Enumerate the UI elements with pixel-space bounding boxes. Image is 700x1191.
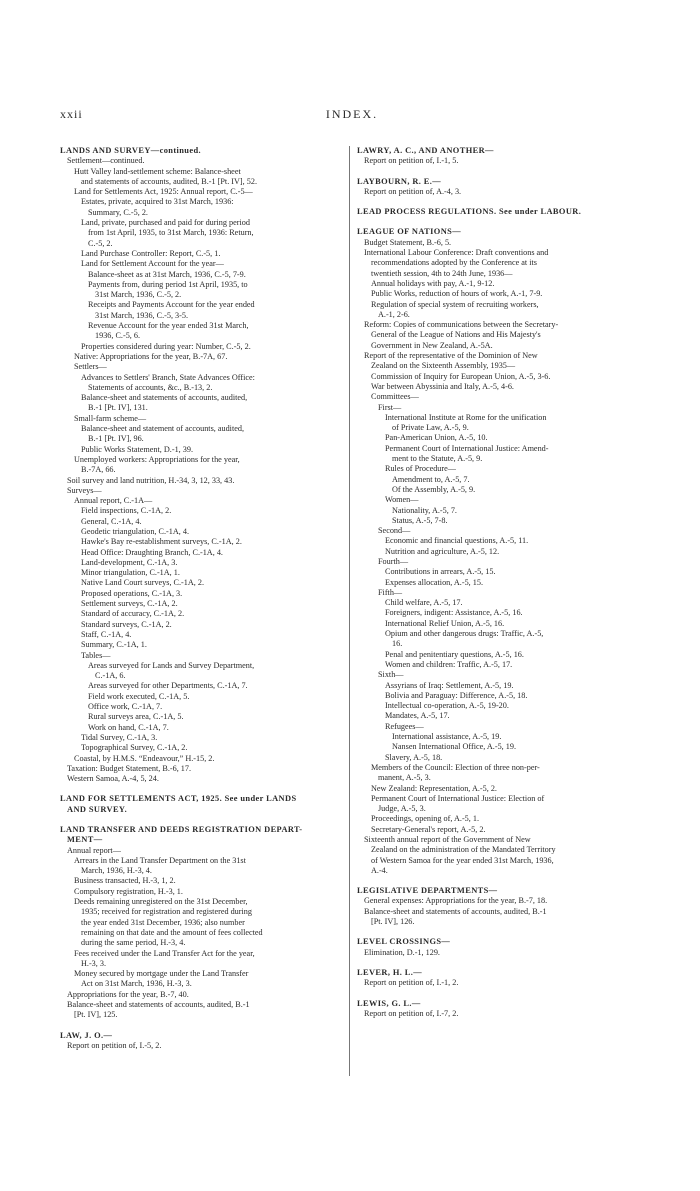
index-entry: Office work, C.-1A, 7.: [88, 702, 163, 712]
index-entry: Elimination, D.-1, 129.: [364, 947, 440, 957]
index-entry: Settlement surveys, C.-1A, 2.: [81, 599, 178, 609]
index-entry: Committees—: [371, 392, 419, 402]
index-entry: during the same period, H.-3, 4.: [81, 938, 186, 948]
index-entry: Taxation: Budget Statement, B.-6, 17.: [67, 763, 192, 773]
index-entry: Reform: Copies of communications between the Secretary-: [364, 320, 559, 330]
index-entry: Work on hand, C.-1A, 7.: [88, 722, 169, 732]
index-entry: Settlement—continued.: [67, 156, 145, 166]
index-entry: Staff, C.-1A, 4.: [81, 629, 132, 639]
index-entry: Rules of Procedure—: [385, 464, 456, 474]
index-entry: Report on petition of, I.-1, 5.: [364, 156, 459, 166]
index-entry: Land for Settlement Account for the year—: [81, 259, 224, 269]
index-entry: Sixth—: [378, 670, 404, 680]
index-entry: Bolivia and Paraguay: Difference, A.-5, 18.: [385, 690, 528, 700]
index-entry: Regulation of special system of recruiting workers,: [371, 299, 539, 309]
index-entry: Zealand on the administration of the Mandated Territory: [371, 845, 556, 855]
index-entry: of Private Law, A.-5, 9.: [392, 423, 469, 433]
index-entry: Estates, private, acquired to 31st March, 1936:: [81, 197, 234, 207]
index-entry: Sixteenth annual report of the Government of New: [364, 835, 531, 844]
index-entry: Areas surveyed for Lands and Survey Department,: [88, 660, 255, 670]
index-entry: Topographical Survey, C.-1A, 2.: [81, 743, 188, 753]
index-entry: Soil survey and land nutrition, H.-34, 3, 12, 33, 43.: [67, 475, 235, 485]
index-entry: March, 1936, H.-3, 4.: [81, 866, 152, 876]
index-entry: B.-1 [Pt. IV], 96.: [88, 434, 144, 444]
index-entry: Properties considered during year: Number, C.-5, 2.: [81, 341, 251, 351]
index-entry: Balance-sheet and statements of accounts, audited, B.-1: [364, 906, 547, 916]
index-entry: Balance-sheet and statements of accounts, audited, B.-1: [67, 1000, 250, 1010]
index-heading: LANDS AND SURVEY—continued.: [60, 146, 202, 155]
index-entry: Arrears in the Land Transfer Department on the 31st: [74, 855, 246, 865]
index-entry: ment to the Statute, A.-5, 9.: [392, 454, 483, 464]
index-entry: Women and children: Traffic, A.-5, 17.: [385, 659, 513, 669]
index-entry: and statements of accounts, audited, B.-1 [Pt. IV], 52.: [81, 176, 257, 186]
index-entry: Advances to Settlers' Branch, State Advances Office:: [81, 372, 255, 382]
index-entry: Government in New Zealand, A.-5A.: [371, 340, 493, 350]
index-entry: of Western Samoa for the year ended 31st March, 1936,: [371, 855, 554, 865]
index-entry: Proposed operations, C.-1A, 3.: [81, 588, 183, 598]
index-entry: Surveys—: [67, 485, 102, 495]
index-entry: the year ended 31st December, 1936; also number: [81, 917, 245, 927]
index-entry: Fees received under the Land Transfer Act for the year,: [74, 948, 255, 958]
index-entry: First—: [378, 402, 402, 412]
index-entry: Annual holidays with pay, A.-1, 9-12.: [371, 278, 495, 288]
index-entry: Tables—: [81, 650, 111, 660]
index-heading: LAW, J. O.—: [60, 1030, 113, 1040]
index-entry: Nationality, A.-5, 7.: [392, 505, 457, 515]
index-entry: General expenses: Appropriations for the year, B.-7, 18.: [364, 896, 548, 906]
index-entry: Small-farm scheme—: [74, 413, 147, 423]
index-entry: Hutt Valley land-settlement scheme: Balance-sheet: [74, 166, 241, 176]
index-entry: Members of the Council: Election of three non-per-: [371, 762, 540, 772]
index-entry: Act on 31st March, 1936, H.-3, 3.: [81, 979, 192, 989]
index-heading: MENT—: [67, 835, 103, 845]
page-number: xxii: [60, 107, 83, 121]
index-heading: LAND FOR SETTLEMENTS ACT, 1925. See under LANDS: [60, 794, 297, 804]
index-entry: War between Abyssinia and Italy, A.-5, 4-6.: [371, 381, 514, 391]
index-entry: Tidal Survey, C.-1A, 3.: [81, 732, 158, 742]
index-entry: Land, private, purchased and paid for during period: [81, 218, 250, 228]
index-entry: Expenses allocation, A.-5, 15.: [385, 577, 484, 587]
index-entry: Rural surveys area, C.-1A, 5.: [88, 712, 184, 722]
index-entry: Unemployed workers: Appropriations for the year,: [74, 454, 240, 464]
index-entry: Minor triangulation, C.-1A, 1.: [81, 568, 180, 578]
index-entry: Balance-sheet as at 31st March, 1936, C.-5, 7-9.: [88, 269, 246, 279]
index-entry: General of the League of Nations and His Majesty's: [371, 330, 541, 340]
index-entry: Receipts and Payments Account for the year ended: [88, 300, 255, 310]
index-entry: Deeds remaining unregistered on the 31st December,: [74, 897, 248, 907]
index-entry: Second—: [378, 526, 411, 536]
index-entry: Judge, A.-5, 3.: [378, 804, 426, 814]
index-entry: Business transacted, H.-3, 1, 2.: [74, 876, 176, 886]
index-entry: Balance-sheet and statements of accounts, audited,: [81, 393, 248, 403]
index-heading: AND SURVEY.: [67, 804, 128, 814]
index-entry: 1935; received for registration and registered during: [81, 907, 252, 917]
index-entry: Native: Appropriations for the year, B.-7A, 67.: [74, 351, 228, 361]
index-heading: LEVER, H. L.—: [357, 967, 422, 977]
index-entry: Fifth—: [378, 587, 403, 597]
index-entry: Report on petition of, I.-1, 2.: [364, 978, 459, 988]
index-entry: Status, A.-5, 7-8.: [392, 515, 448, 525]
index-entry: twentieth session, 4th to 24th June, 1936—: [371, 268, 513, 278]
index-entry: Payments from, during period 1st April, 1935, to: [88, 279, 248, 289]
index-entry: Land for Settlements Act, 1925: Annual report, C.-5—: [74, 187, 253, 197]
index-entry: Contributions in arrears, A.-5, 15.: [385, 567, 496, 577]
index-heading: LEGISLATIVE DEPARTMENTS—: [357, 886, 498, 896]
index-entry: Opium and other dangerous drugs: Traffic, A.-5,: [385, 629, 544, 639]
index-entry: B.-1 [Pt. IV], 131.: [88, 403, 148, 413]
index-entry: Secretary-General's report, A.-5, 2.: [371, 824, 486, 834]
index-entry: Coastal, by H.M.S. “Endeavour,” H.-15, 2.: [74, 753, 215, 763]
index-entry: International Labour Conference: Draft conventions and: [364, 248, 549, 258]
index-entry: Nutrition and agriculture, A.-5, 12.: [385, 546, 500, 556]
index-entry: Permanent Court of International Justice: Election of: [371, 793, 545, 803]
index-entry: Amendment to, A.-5, 7.: [392, 474, 470, 484]
right-column: [357, 146, 647, 1019]
index-entry: International Relief Union, A.-5, 16.: [385, 618, 505, 628]
index-entry: Report on petition of, I.-5, 2.: [67, 1040, 162, 1050]
index-entry: Annual report—: [67, 845, 121, 855]
index-entry: Zealand on the Sixteenth Assembly, 1935—: [371, 361, 516, 371]
index-entry: Economic and financial questions, A.-5, 11.: [385, 536, 529, 546]
index-heading: LEVEL CROSSINGS—: [357, 937, 451, 947]
index-entry: B.-7A, 66.: [81, 465, 116, 475]
index-entry: Intellectual co-operation, A.-5, 19-20.: [385, 701, 509, 711]
index-entry: Report on petition of, I.-7, 2.: [364, 1008, 459, 1018]
index-entry: Statements of accounts, &c., B.-13, 2.: [88, 382, 213, 392]
index-entry: Settlers—: [74, 362, 107, 372]
index-entry: New Zealand: Representation, A.-5, 2.: [371, 783, 497, 793]
index-entry: Penal and penitentiary questions, A.-5, 16.: [385, 649, 524, 659]
index-entry: [Pt. IV], 125.: [74, 1010, 118, 1020]
index-entry: Women—: [385, 495, 419, 505]
index-entry: Permanent Court of International Justice: Amend-: [385, 443, 549, 453]
index-entry: International Institute at Rome for the unification: [385, 412, 547, 422]
index-entry: A.-4.: [371, 865, 388, 875]
index-entry: Report on petition of, A.-4, 3.: [364, 186, 462, 196]
index-entry: H.-3, 3.: [81, 958, 107, 968]
left-column: [60, 146, 352, 1051]
index-entry: C.-1A, 6.: [95, 671, 126, 681]
index-entry: Mandates, A.-5, 17.: [385, 711, 450, 721]
index-entry: C.-5, 2.: [88, 238, 113, 248]
index-entry: Field inspections, C.-1A, 2.: [81, 506, 172, 516]
index-entry: Native Land Court surveys, C.-1A, 2.: [81, 578, 205, 588]
index-entry: Budget Statement, B.-6, 5.: [364, 237, 452, 247]
index-entry: Public Works, reduction of hours of work, A.-1, 7-9.: [371, 289, 543, 299]
index-entry: Annual report, C.-1A—: [74, 496, 153, 506]
page-title: INDEX.: [325, 107, 379, 121]
index-entry: Appropriations for the year, B.-7, 40.: [67, 989, 189, 999]
index-entry: Refugees—: [385, 721, 424, 731]
index-entry: Public Works Statement, D.-1, 39.: [81, 444, 193, 454]
index-entry: Summary, C.-5, 2.: [88, 207, 148, 217]
index-entry: Western Samoa, A.-4, 5, 24.: [67, 774, 159, 784]
index-entry: Proceedings, opening of, A.-5, 1.: [371, 814, 480, 824]
index-entry: Standard surveys, C.-1A, 2.: [81, 619, 172, 629]
index-entry: Hawke's Bay re-establishment surveys, C.-1A, 2.: [81, 537, 242, 547]
index-entry: Standard of accuracy, C.-1A, 2.: [81, 609, 185, 619]
index-entry: General, C.-1A, 4.: [81, 516, 142, 526]
index-entry: 16.: [392, 639, 403, 649]
index-entry: Land Purchase Controller: Report, C.-5, 1.: [81, 248, 221, 258]
index-entry: Money secured by mortgage under the Land Transfer: [74, 969, 249, 979]
index-entry: 1936, C.-5, 6.: [95, 331, 141, 341]
index-entry: Areas surveyed for other Departments, C.-1A, 7.: [88, 681, 248, 691]
index-entry: Field work executed, C.-1A, 5.: [88, 691, 190, 701]
index-entry: Child welfare, A.-5, 17.: [385, 598, 463, 608]
index-heading: LAND TRANSFER AND DEEDS REGISTRATION DEPART-: [60, 825, 303, 834]
index-entry: Slavery, A.-5, 18.: [385, 752, 443, 762]
index-entry: Commission of Inquiry for European Union, A.-5, 3-6.: [371, 371, 551, 381]
index-entry: [Pt. IV], 126.: [371, 917, 415, 927]
index-entry: Balance-sheet and statement of accounts, audited,: [81, 424, 245, 434]
page-header: [60, 107, 644, 127]
index-entry: remaining on that date and the amount of fees collected: [81, 927, 263, 937]
index-entry: from 1st April, 1935, to 31st March, 1936: Return,: [88, 228, 254, 238]
index-entry: Report of the representative of the Dominion of New: [364, 351, 538, 361]
index-entry: Revenue Account for the year ended 31st March,: [88, 321, 249, 331]
index-entry: Of the Assembly, A.-5, 9.: [392, 484, 476, 494]
index-heading: LEWIS, G. L.—: [357, 998, 421, 1008]
index-entry: manent, A.-5, 3.: [378, 773, 431, 783]
column-divider: [349, 146, 350, 1076]
index-entry: recommendations adopted by the Conference at its: [371, 258, 537, 268]
index-entry: Summary, C.-1A, 1.: [81, 640, 147, 650]
index-heading: LAYBOURN, R. E.—: [357, 176, 442, 186]
index-entry: Compulsory registration, H.-3, 1.: [74, 886, 183, 896]
index-entry: 31st March, 1936, C.-5, 2.: [95, 290, 182, 300]
index-entry: Foreigners, indigent: Assistance, A.-5, 16.: [385, 608, 523, 618]
index-heading: LEAGUE OF NATIONS—: [357, 227, 461, 237]
index-entry: Land-development, C.-1A, 3.: [81, 557, 178, 567]
index-entry: Geodetic triangulation, C.-1A, 4.: [81, 526, 190, 536]
index-entry: Fourth—: [378, 556, 409, 566]
index-heading: LAWRY, A. C., AND ANOTHER—: [357, 146, 494, 155]
index-heading: LEAD PROCESS REGULATIONS. See under LABOUR.: [357, 207, 582, 217]
index-entry: International assistance, A.-5, 19.: [392, 732, 502, 742]
index-entry: A.-1, 2-6.: [378, 309, 410, 319]
index-entry: Pan-American Union, A.-5, 10.: [385, 433, 488, 443]
index-entry: Nansen International Office, A.-5, 19.: [392, 742, 516, 752]
index-entry: Assyrians of Iraq: Settlement, A.-5, 19.: [385, 680, 514, 690]
index-entry: Head Office: Draughting Branch, C.-1A, 4.: [81, 547, 223, 557]
index-entry: 31st March, 1936, C.-5, 3-5.: [95, 310, 189, 320]
